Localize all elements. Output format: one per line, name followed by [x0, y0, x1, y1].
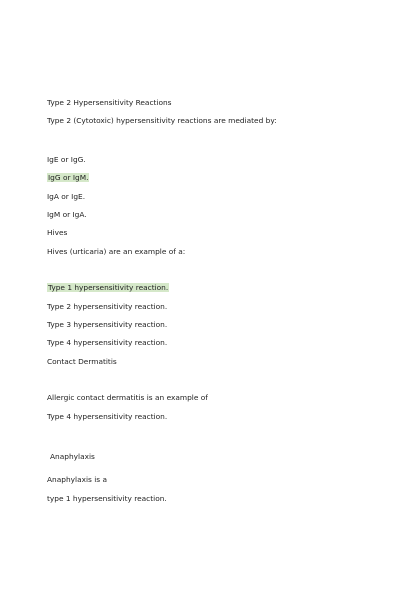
- option-type-1-correct: [47, 283, 169, 292]
- option-type-3: Type 3 hypersensitivity reaction.: [47, 320, 168, 329]
- question-hives: Hives (urticaria) are an example of a:: [47, 247, 186, 256]
- answer-highlight: IgG or IgM.: [48, 173, 89, 182]
- option-iga-ige: IgA or IgE.: [47, 192, 86, 201]
- option-type-4: Type 4 hypersensitivity reaction.: [47, 338, 168, 347]
- option-igg-igm-correct: [47, 173, 89, 182]
- section-heading-hives: Hives: [47, 228, 68, 237]
- option-ige-igg: IgE or IgG.: [47, 155, 86, 164]
- option-type-2: Type 2 hypersensitivity reaction.: [47, 302, 168, 311]
- section-heading-type-2: Type 2 Hypersensitivity Reactions: [47, 98, 172, 107]
- answer-highlight: Type 1 hypersensitivity reaction.: [48, 283, 169, 292]
- question-type-2-mediators: Type 2 (Cytotoxic) hypersensitivity reactions are mediated by:: [47, 116, 277, 125]
- question-contact-dermatitis: Allergic contact dermatitis is an example of: [47, 393, 208, 402]
- question-anaphylaxis: Anaphylaxis is a: [47, 475, 108, 484]
- option-igm-iga: IgM or IgA.: [47, 210, 87, 219]
- answer-anaphylaxis: type 1 hypersensitivity reaction.: [47, 494, 167, 503]
- section-heading-contact-dermatitis: Contact Dermatitis: [47, 357, 117, 366]
- answer-contact-dermatitis: Type 4 hypersensitivity reaction.: [47, 412, 168, 421]
- section-heading-anaphylaxis: Anaphylaxis: [50, 452, 95, 461]
